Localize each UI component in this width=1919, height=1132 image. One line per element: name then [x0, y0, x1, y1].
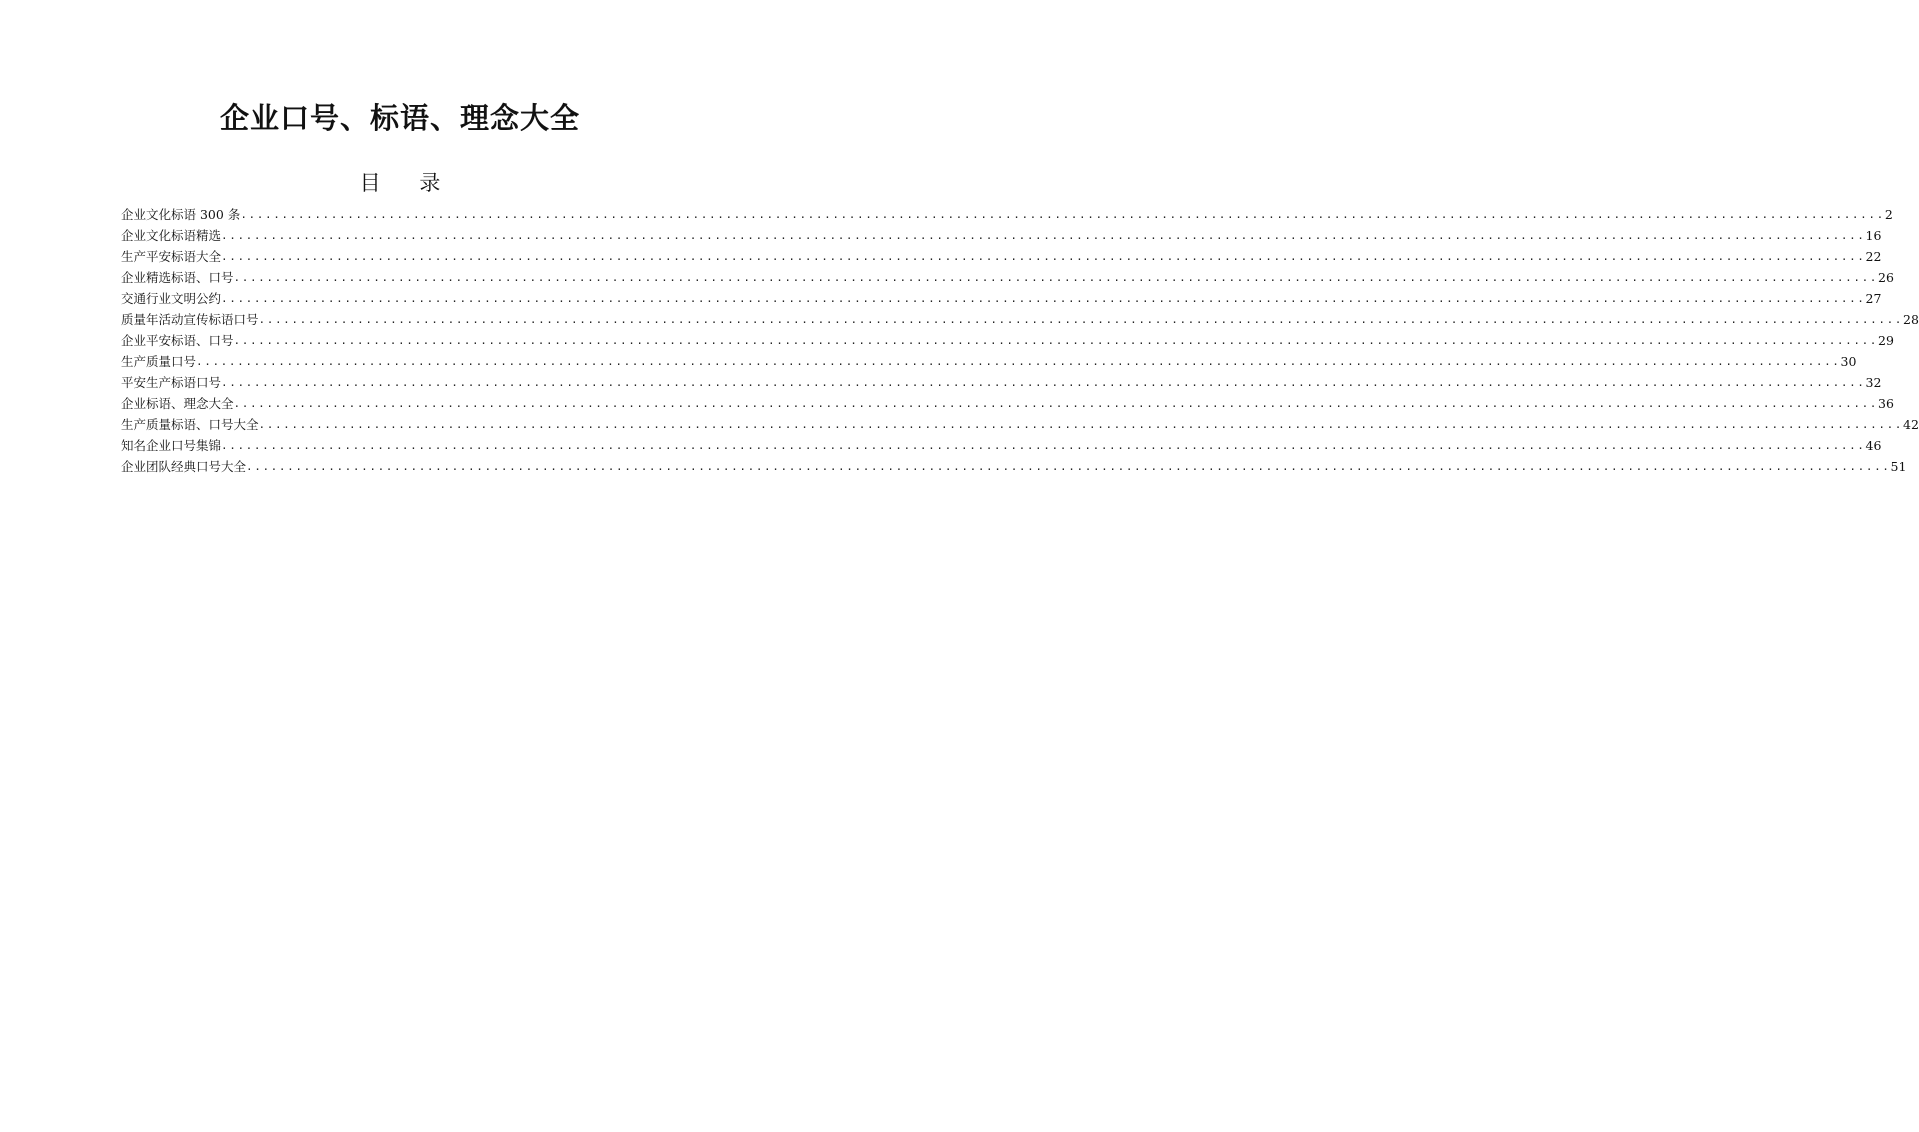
toc-entry-title: 平安生产标语口号	[121, 375, 222, 390]
dot-leader: ........................................................................................................................................................................................................	[221, 229, 1866, 242]
toc-entry-title: 生产平安标语大全	[121, 249, 222, 264]
toc-entry-page: 29	[1878, 333, 1894, 348]
toc-entry[interactable]	[121, 246, 1882, 267]
toc-entry-title: 知名企业口号集锦	[121, 438, 222, 453]
toc-entry-page: 30	[1840, 354, 1857, 369]
toc-entry[interactable]	[121, 351, 1857, 372]
toc-entry[interactable]	[121, 456, 1907, 477]
toc-entry-page: 46	[1865, 438, 1882, 453]
dot-leader: ........................................................................................................................................................................................................	[233, 271, 1879, 284]
toc-entry-title: 质量年活动宣传标语口号	[121, 312, 259, 327]
toc-heading: 目 录	[359, 171, 457, 195]
toc-entry[interactable]	[121, 372, 1882, 393]
toc-entry-title: 企业团队经典口号大全	[121, 459, 247, 474]
toc-entry-page: 16	[1865, 228, 1882, 243]
toc-entry-page: 42	[1903, 417, 1919, 432]
dot-leader: ........................................................................................................................................................................................................	[258, 418, 1904, 431]
dot-leader: ........................................................................................................................................................................................................	[246, 460, 1891, 473]
toc-entry[interactable]	[121, 267, 1894, 288]
dot-leader: ........................................................................................................................................................................................................	[233, 334, 1879, 347]
toc-entry[interactable]	[121, 435, 1882, 456]
dot-leader: ........................................................................................................................................................................................................	[233, 397, 1879, 410]
toc-entry-page: 32	[1865, 375, 1882, 390]
document-title: 企业口号、标语、理念大全	[219, 101, 580, 135]
dot-leader: ........................................................................................................................................................................................................	[221, 376, 1866, 389]
toc-entry-title: 企业文化标语 300 条	[121, 207, 241, 222]
dot-leader: ........................................................................................................................................................................................................	[221, 439, 1866, 452]
toc-entry-page: 26	[1878, 270, 1894, 285]
toc-entry[interactable]	[121, 225, 1882, 246]
toc-entry-page: 22	[1865, 249, 1882, 264]
toc-entry-title: 企业精选标语、口号	[121, 270, 234, 285]
toc-entry-title: 企业文化标语精选	[121, 228, 222, 243]
toc-entry-page: 2	[1884, 207, 1893, 222]
toc-entry-title: 企业平安标语、口号	[121, 333, 234, 348]
dot-leader: ........................................................................................................................................................................................................	[221, 292, 1866, 305]
dot-leader: ........................................................................................................................................................................................................	[258, 313, 1904, 326]
toc-entry-title: 生产质量口号	[121, 354, 197, 369]
toc-entry[interactable]	[121, 309, 1919, 330]
toc-entry-page: 36	[1878, 396, 1894, 411]
toc-entry-page: 51	[1890, 459, 1907, 474]
toc-entry[interactable]	[121, 393, 1894, 414]
dot-leader: ........................................................................................................................................................................................................	[196, 355, 1841, 368]
toc-entry[interactable]	[121, 204, 1893, 225]
toc-entry[interactable]	[121, 330, 1894, 351]
dot-leader: ........................................................................................................................................................................................................	[240, 208, 1885, 221]
toc-entry-title: 生产质量标语、口号大全	[121, 417, 259, 432]
toc-entry[interactable]	[121, 414, 1919, 435]
dot-leader: ........................................................................................................................................................................................................	[221, 250, 1866, 263]
toc-entry[interactable]	[121, 288, 1882, 309]
toc-entry-title: 交通行业文明公约	[121, 291, 222, 306]
table-of-contents	[121, 204, 1919, 477]
toc-entry-title: 企业标语、理念大全	[121, 396, 234, 411]
toc-entry-page: 28	[1903, 312, 1919, 327]
toc-entry-page: 27	[1865, 291, 1882, 306]
